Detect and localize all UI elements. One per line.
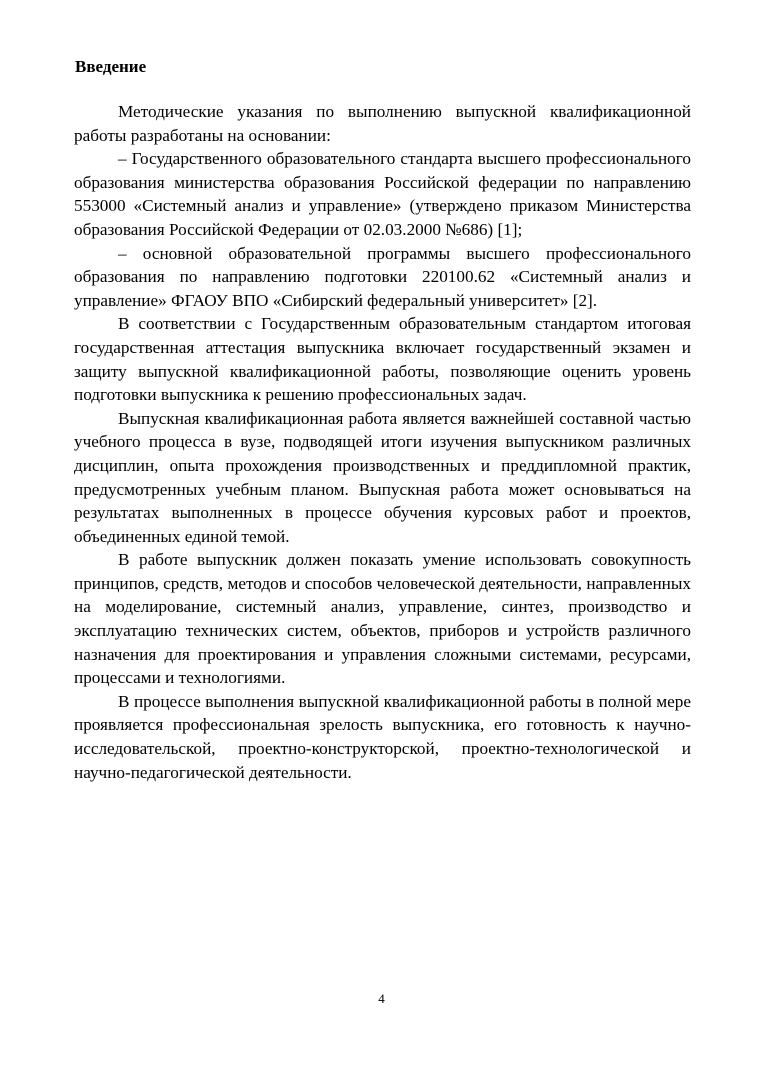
paragraph-standard-reference: – Государственного образовательного стандарта высшего профессионального образования министерства образования Российской федерации по направлению 553000 «Системный анализ и управление» (утверждено приказом Министерства образования Российской Федерации от 02.03.2000 №686) [1]; xyxy=(74,149,691,239)
paragraph-maturity: В процессе выполнения выпускной квалификационной работы в полной мере проявляется профессиональная зрелость выпускника, его готовность к научно-исследовательской, проектно-конструкторской, проектно-технологической и научно-педагогической деятельности. xyxy=(74,691,691,782)
paragraph-program-reference: – основной образовательной программы высшего профессионального образования по направлению подготовки 220100.62 «Системный анализ и управление» ФГАОУ ВПО «Сибирский федеральный университет» [2]. xyxy=(74,243,691,310)
page-number: 4 xyxy=(378,991,385,1006)
paragraph-skills: В работе выпускник должен показать умение использовать совокупность принципов, средств, методов и способов человеческой деятельности, направленных на моделирование, системный анализ, управление, синтез, производство и эксплуатацию технических систем, объектов, приборов и устройств различного назначения для проектирования и управления сложными системами, ресурсами, процессами и технологиями. xyxy=(74,550,691,688)
paragraph-intro: Методические указания по выполнению выпускной квалификационной работы разработаны на основании: xyxy=(74,102,691,145)
body-text xyxy=(74,100,691,784)
section-heading: Введение xyxy=(75,57,147,76)
paragraph-attestation: В соответствии с Государственным образовательным стандартом итоговая государственная аттестация выпускника включает государственный экзамен и защиту выпускной квалификационной работы, позволяющие оценить уровень подготовки выпускника к решению профессиональных задач. xyxy=(74,314,691,405)
paragraph-thesis-role: Выпускная квалификационная работа является важнейшей составной частью учебного процесса в вузе, подводящей итоги изучения выпускником различных дисциплин, опыта прохождения производственных и преддипломной практик, предусмотренных учебным планом. Выпускная работа может основываться на результатах выполненных в процессе обучения курсовых работ и проектов, объединенных единой темой. xyxy=(74,408,691,546)
